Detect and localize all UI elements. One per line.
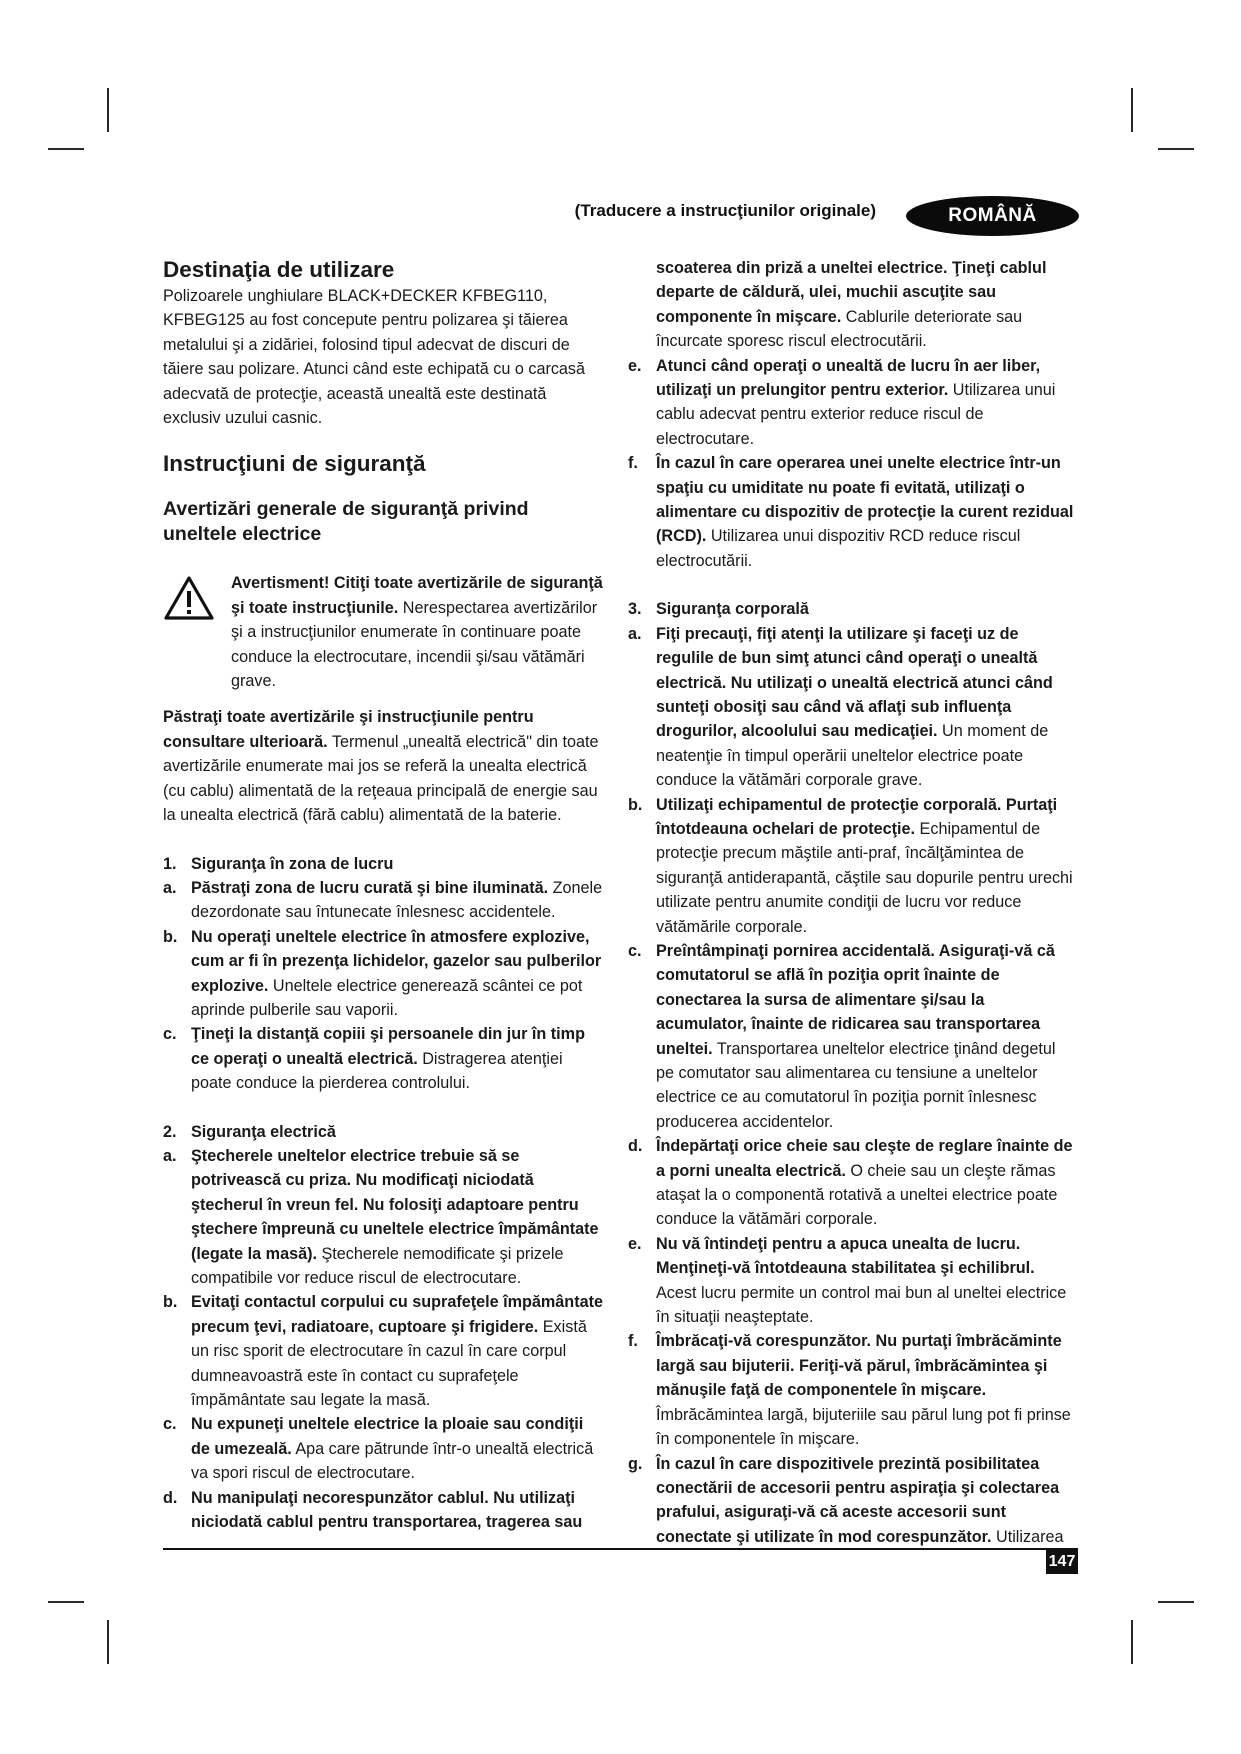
item-bold: Nu vă întindeţi pentru a apuca unealta de lucru. Menţineţi-vă întotdeauna stabilitatea şi echilibrul. [656, 1234, 1035, 1278]
item-text: Utilizarea [991, 1527, 1064, 1546]
list-item [163, 1486, 605, 1535]
item-bold: Ţineţi la distanţă copiii şi persoanele din jur în timp ce operaţi o unealtă electrică. [191, 1025, 585, 1068]
right-column [628, 256, 1078, 1549]
item-bold: În cazul în care dispozitivele prezintă posibilitatea conectării de accesorii pentru aspiraţia şi colectarea prafului, asiguraţi-vă că aceste accesorii sunt conectate şi utilizate în mod corespunzător. [656, 1454, 1060, 1546]
item-text: Ştecherele nemodificate şi prizele compatibile vor reduce riscul de electrocutare. [191, 1244, 564, 1287]
section-title: Siguranţa în zona de lucru [191, 854, 394, 873]
list-item [628, 1452, 1078, 1550]
item-bold: Nu operaţi uneltele electrice în atmosfere explozive, cum ar fi în prezenţa lichidelor, gazelor sau pulberilor explozive. [191, 927, 602, 995]
item-bold: Îmbrăcaţi-vă corespunzător. Nu purtaţi îmbrăcăminte largă sau bijuterii. Feriţi-vă părul, îmbrăcămintea şi mănuşile faţă de componentele în mişcare. [656, 1332, 1062, 1400]
item-text: Zonele dezordonate sau întunecate înlesnesc accidentele. [191, 878, 603, 922]
header-subtitle: (Traducere a instrucţiunilor originale) [574, 201, 876, 220]
list-item [628, 451, 1078, 573]
warning-triangle-icon [163, 575, 215, 621]
list-item-continued [628, 256, 1078, 354]
list-item [628, 793, 1078, 939]
item-marker: a. [163, 878, 177, 897]
list-item [163, 1022, 605, 1095]
intended-use-text: Polizoarele unghiulare BLACK+DECKER KFBEG110, KFBEG125 au fost concepute pentru polizarea şi tăierea metalului şi a zidăriei, folosind tipul adecvat de discuri de tăiere sau polizare. Atunci când este echipată cu o carcasă adecvată de protecţie, această unealtă este destinată exclusiv uzului casnic. [163, 287, 586, 428]
electrical-safety-heading [163, 1120, 605, 1144]
list-item [163, 925, 605, 1023]
item-bold: Atunci când operaţi o unealtă de lucru în aer liber, utilizaţi un prelungitor pentru exterior. [656, 356, 1041, 400]
crop-mark [48, 1601, 84, 1603]
left-column [163, 256, 605, 1534]
item-text: Uneltele electrice generează scântei ce pot aprinde pulberile sau vaporii. [191, 976, 583, 1019]
item-marker: g. [628, 1454, 643, 1473]
crop-mark [107, 1620, 109, 1664]
list-item [163, 876, 605, 925]
page-number: 147 [1046, 1550, 1078, 1574]
item-marker: c. [628, 941, 642, 960]
list-item [628, 939, 1078, 1134]
item-marker: c. [163, 1025, 177, 1044]
list-item [628, 1134, 1078, 1232]
item-bold: Îndepărtaţi orice cheie sau cleşte de reglare înainte de a porni unealta electrică. [656, 1137, 1073, 1180]
language-badge: ROMÂNĂ [906, 196, 1079, 236]
item-text: O cheie sau un cleşte rămas ataşat la o componentă rotativă a uneltei electrice poate conduce la vătămări corporale. [656, 1161, 1058, 1229]
item-marker: e. [628, 356, 642, 375]
item-text: Există un risc sporit de electrocutare în cazul în care corpul dumneavoastră este în contact cu suprafeţele împământate sau legate la masă. [191, 1317, 587, 1410]
item-marker: a. [163, 1146, 177, 1165]
keep-instructions-paragraph [163, 705, 605, 827]
section-number: 3. [628, 600, 642, 619]
list-item [628, 1232, 1078, 1330]
crop-mark [1131, 88, 1133, 132]
item-text: Transportarea uneltelor electrice ţinând degetul pe comutator sau alimentarea cu tensiune a uneltelor electrice ce au comutatorul în poziţia pornit înlesnesc producerea accidentelor. [656, 1039, 1056, 1131]
keep-instructions-text: Termenul „unealtă electrică" din toate avertizările enumerate mai jos se referă la unealta electrică (cu cablu) alimentată de la reţeaua principală de energie sau la unealta electrică (fără cablu) alimentată de la baterie. [163, 732, 599, 825]
section-title: Siguranţa corporală [656, 600, 809, 619]
list-item [628, 622, 1078, 793]
item-marker: b. [628, 795, 643, 814]
item-bold: Utilizaţi echipamentul de protecţie corporală. Purtaţi întotdeauna ochelari de protecţie. [656, 795, 1058, 838]
keep-instructions-bold: Păstraţi toate avertizările şi instrucţiunile pentru consultare ulterioară. [163, 708, 534, 751]
item-bold: Ştecherele uneltelor electrice trebuie să se potrivească cu priza. Nu modificaţi niciodată ştecherul în vreun fel. Nu folosiţi adaptoare pentru ştechere împreună cu uneltele electrice împământate (legate la masă). [191, 1146, 599, 1263]
item-marker: f. [628, 1332, 638, 1351]
warning-text: Nerespectarea avertizărilor şi a instrucţiunilor enumerate în continuare poate conduce la electrocutare, incendii şi/sau vătămări grave. [231, 598, 598, 691]
item-marker: a. [628, 624, 642, 643]
item-text: Utilizarea unui dispozitiv RCD reduce riscul electrocutării. [656, 527, 1021, 570]
list-item [628, 354, 1078, 452]
item-text: Echipamentul de protecţie precum măştile anti-praf, încălţămintea de siguranţă antiderapantă, căştile sau dopurile pentru urechi utilizate pentru anumite condiţii de lucru vor reduce vătămările corporale. [656, 819, 1073, 936]
item-text: Utilizarea unui cablu adecvat pentru exterior reduce riscul de electrocutare. [656, 381, 1056, 448]
personal-safety-heading [628, 597, 1078, 621]
crop-mark [1158, 148, 1194, 150]
warning-paragraph [231, 571, 605, 693]
section-number: 1. [163, 854, 177, 873]
section-number: 2. [163, 1122, 177, 1141]
list-item [163, 1290, 605, 1412]
item-bold: În cazul în care operarea unei unelte electrice într-un spaţiu cu umiditate nu poate fi evitată, utilizaţi o alimentare cu dispozitiv de protecţie la curent rezidual (RCD). [656, 454, 1074, 546]
work-area-heading [163, 852, 605, 876]
item-text: Îmbrăcămintea largă, bijuteriile sau părul lung pot fi prinse în componentele în mişcare. [656, 1405, 1071, 1449]
item-bold: scoaterea din priză a uneltei electrice. Ţineţi cablul departe de căldură, ulei, muchii ascuţite sau componente în mişcare. [656, 259, 1047, 326]
item-marker: b. [163, 1293, 178, 1312]
item-marker: f. [628, 454, 638, 473]
item-marker: d. [163, 1488, 178, 1507]
list-item [628, 1329, 1078, 1451]
section-title: Siguranţa electrică [191, 1122, 336, 1141]
item-bold: Fiţi precauţi, fiţi atenţi la utilizare şi faceţi uz de regulile de bun simţ atunci când operaţi o unealtă electrică. Nu utilizaţi o unealtă electrică atunci când sunteţi obosiţi sau când vă aflaţi sub influenţa drogurilor, alcoolului sau medicaţiei. [656, 624, 1053, 741]
crop-mark [1158, 1601, 1194, 1603]
crop-mark [107, 88, 109, 132]
item-marker: e. [628, 1234, 642, 1253]
item-text: Acest lucru permite un control mai bun al uneltei electrice în situaţii neaşteptate. [656, 1283, 1067, 1327]
item-marker: d. [628, 1137, 643, 1156]
list-item [163, 1144, 605, 1290]
warning-bold: Avertisment! Citiţi toate avertizările de siguranţă şi toate instrucţiunile. [231, 574, 603, 617]
list-item [163, 1412, 605, 1485]
item-text: Un moment de neatenţie în timpul operării uneltelor electrice poate conduce la vătămări corporale grave. [656, 722, 1049, 790]
item-text: Apa care pătrunde într-o unealtă electrică va spori riscul de electrocutare. [191, 1439, 594, 1483]
intended-use-title: Destinaţia de utilizare [163, 257, 395, 282]
safety-title: Instrucţiuni de siguranţă [163, 451, 426, 477]
crop-mark [48, 148, 84, 150]
item-bold: Nu expuneţi uneltele electrice la ploaie sau condiţii de umezeală. [191, 1415, 584, 1458]
item-bold: Evitaţi contactul corpului cu suprafeţele împământate precum ţevi, radiatoare, cuptoare şi frigidere. [191, 1293, 603, 1336]
item-marker: c. [163, 1415, 177, 1434]
item-bold: Nu manipulaţi necorespunzător cablul. Nu utilizaţi niciodată cablul pentru transportarea, tragerea sau [191, 1488, 583, 1532]
item-text: Cablurile deteriorate sau încurcate sporesc riscul electrocutării. [656, 307, 1023, 351]
item-bold: Preîntâmpinaţi pornirea accidentală. Asiguraţi-vă că comutatorul se află în poziţia oprit înainte de conectarea la sursa de alimentare şi/sau la acumulator, înainte de ridicarea sau transportarea uneltei. [656, 941, 1055, 1058]
item-text: Distragerea atenţiei poate conduce la pierderea controlului. [191, 1049, 563, 1093]
item-bold: Păstraţi zona de lucru curată şi bine iluminată. [191, 878, 549, 897]
warning-block [163, 571, 605, 693]
general-warnings-subtitle: Avertizări generale de siguranţă privind uneltele electrice [163, 498, 529, 546]
item-marker: b. [163, 927, 178, 946]
footer-rule [163, 1548, 1078, 1550]
crop-mark [1131, 1620, 1133, 1664]
